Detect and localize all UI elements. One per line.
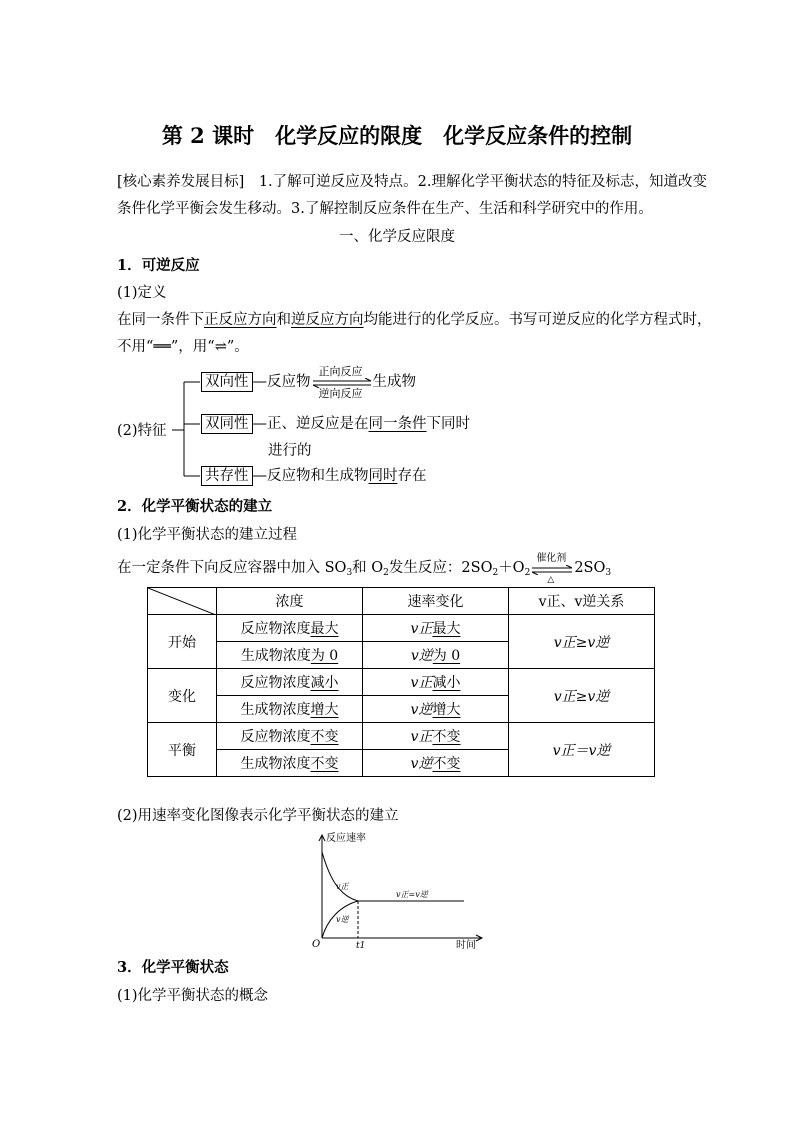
reverse-rate-label: v逆 (336, 915, 349, 924)
header-relation: v正、v逆关系 (509, 588, 655, 615)
table-header-row (148, 588, 655, 615)
sub-establishment-process: (1)化学平衡状态的建立过程 (117, 527, 298, 543)
goals-line-1 (117, 172, 707, 192)
definition-line-2: 不用“══”，用“⇌”。 (117, 339, 249, 355)
section-heading: 一、化学反应限度 (339, 229, 455, 245)
table-row (148, 669, 655, 696)
goals-line-2: 条件化学平衡会发生移动。3.了解控制反应条件在生产、生活和科学研究中的作用。 (117, 201, 653, 217)
definition-label: (1)定义 (117, 285, 167, 301)
heading-equilibrium-state: 3．化学平衡状态 (117, 959, 229, 976)
rate-cell: v正不变 (363, 723, 509, 750)
diagonal-line (148, 588, 216, 615)
definition-line-1: 在同一条件下正反应方向和逆反应方向均能进行的化学反应。书写可逆反应的化学方程式时， (117, 312, 712, 328)
header-concentration: 浓度 (217, 588, 363, 615)
t1-label: t1 (356, 941, 366, 951)
concentration-cell: 反应物浓度不变 (217, 723, 363, 750)
equilibrium-table (147, 587, 655, 777)
relation-cell: v正＝v逆 (509, 723, 655, 777)
concentration-cell: 生成物浓度为 0 (217, 642, 363, 669)
header-rate-change: 速率变化 (363, 588, 509, 615)
diagonal-header-cell (148, 588, 217, 615)
goals-label: [核心素养发展目标] (117, 174, 245, 190)
heading-equilibrium-establishment: 2．化学平衡状态的建立 (117, 498, 273, 515)
rate-cell: v逆不变 (363, 750, 509, 777)
y-axis-label: 反应速率 (326, 833, 366, 844)
stage-cell: 变化 (148, 669, 217, 723)
concentration-cell: 反应物浓度减小 (217, 669, 363, 696)
rate-cell: v逆为 0 (363, 642, 509, 669)
sub-rate-graph: (2)用速率变化图像表示化学平衡状态的建立 (117, 808, 399, 824)
features-bracket (170, 370, 202, 480)
features-label: (2)特征 (117, 423, 167, 439)
rate-cell: v正最大 (363, 615, 509, 642)
rate-cell: v正减小 (363, 669, 509, 696)
goals-text-1: 1.了解可逆反应及特点。2.理解化学平衡状态的特征及标志，知道改变 (244, 174, 707, 190)
table-row (148, 723, 655, 750)
heading-reversible-reaction: 1．可逆反应 (117, 257, 200, 274)
blank-reverse-direction: 逆反应方向 (291, 312, 364, 328)
catalyst-arrow: 催化剂 △ (530, 558, 574, 578)
relation-cell: v正≥v逆 (509, 615, 655, 669)
concentration-cell: 反应物浓度最大 (217, 615, 363, 642)
relation-cell: v正≥v逆 (509, 669, 655, 723)
sub-equilibrium-concept: (1)化学平衡状态的概念 (117, 988, 269, 1004)
equal-rate-label: v正=v逆 (396, 890, 428, 899)
feature-same-conditions-line2: 进行的 (268, 443, 312, 459)
stage-cell: 平衡 (148, 723, 217, 777)
forward-rate-curve (322, 852, 358, 901)
feature-same-conditions: 双同性 —正、逆反应是在同一条件下同时 (201, 414, 470, 434)
feature-coexistence: 共存性 —反应物和生成物同时存在 (201, 466, 427, 486)
reversible-arrow: 正向反应 逆向反应 (311, 372, 373, 392)
stage-cell: 开始 (148, 615, 217, 669)
feature-box-2: 双同性 (201, 414, 253, 434)
forward-rate-label: v正 (336, 882, 349, 891)
origin-label: O (312, 939, 321, 950)
blank-forward-direction: 正反应方向 (204, 312, 277, 328)
feature-box-1: 双向性 (201, 372, 253, 392)
reaction-line: 在一定条件下向反应容器中加入 $SO_3$和 $O_2$发生反应：$2SO_2+O_2$ 催化剂 △ $2SO_3$ (117, 553, 612, 585)
page-title: 第 2 课时 化学反应的限度 化学反应条件的控制 (161, 123, 633, 148)
x-axis-label: 时间 (456, 940, 476, 951)
table-row (148, 615, 655, 642)
concentration-cell: 生成物浓度不变 (217, 750, 363, 777)
rate-cell: v逆增大 (363, 696, 509, 723)
rate-time-graph (300, 830, 490, 952)
feature-bidirectional: 双向性 —反应物 正向反应 逆向反应 生成物 (201, 372, 416, 392)
feature-box-3: 共存性 (201, 466, 253, 486)
concentration-cell: 生成物浓度增大 (217, 696, 363, 723)
